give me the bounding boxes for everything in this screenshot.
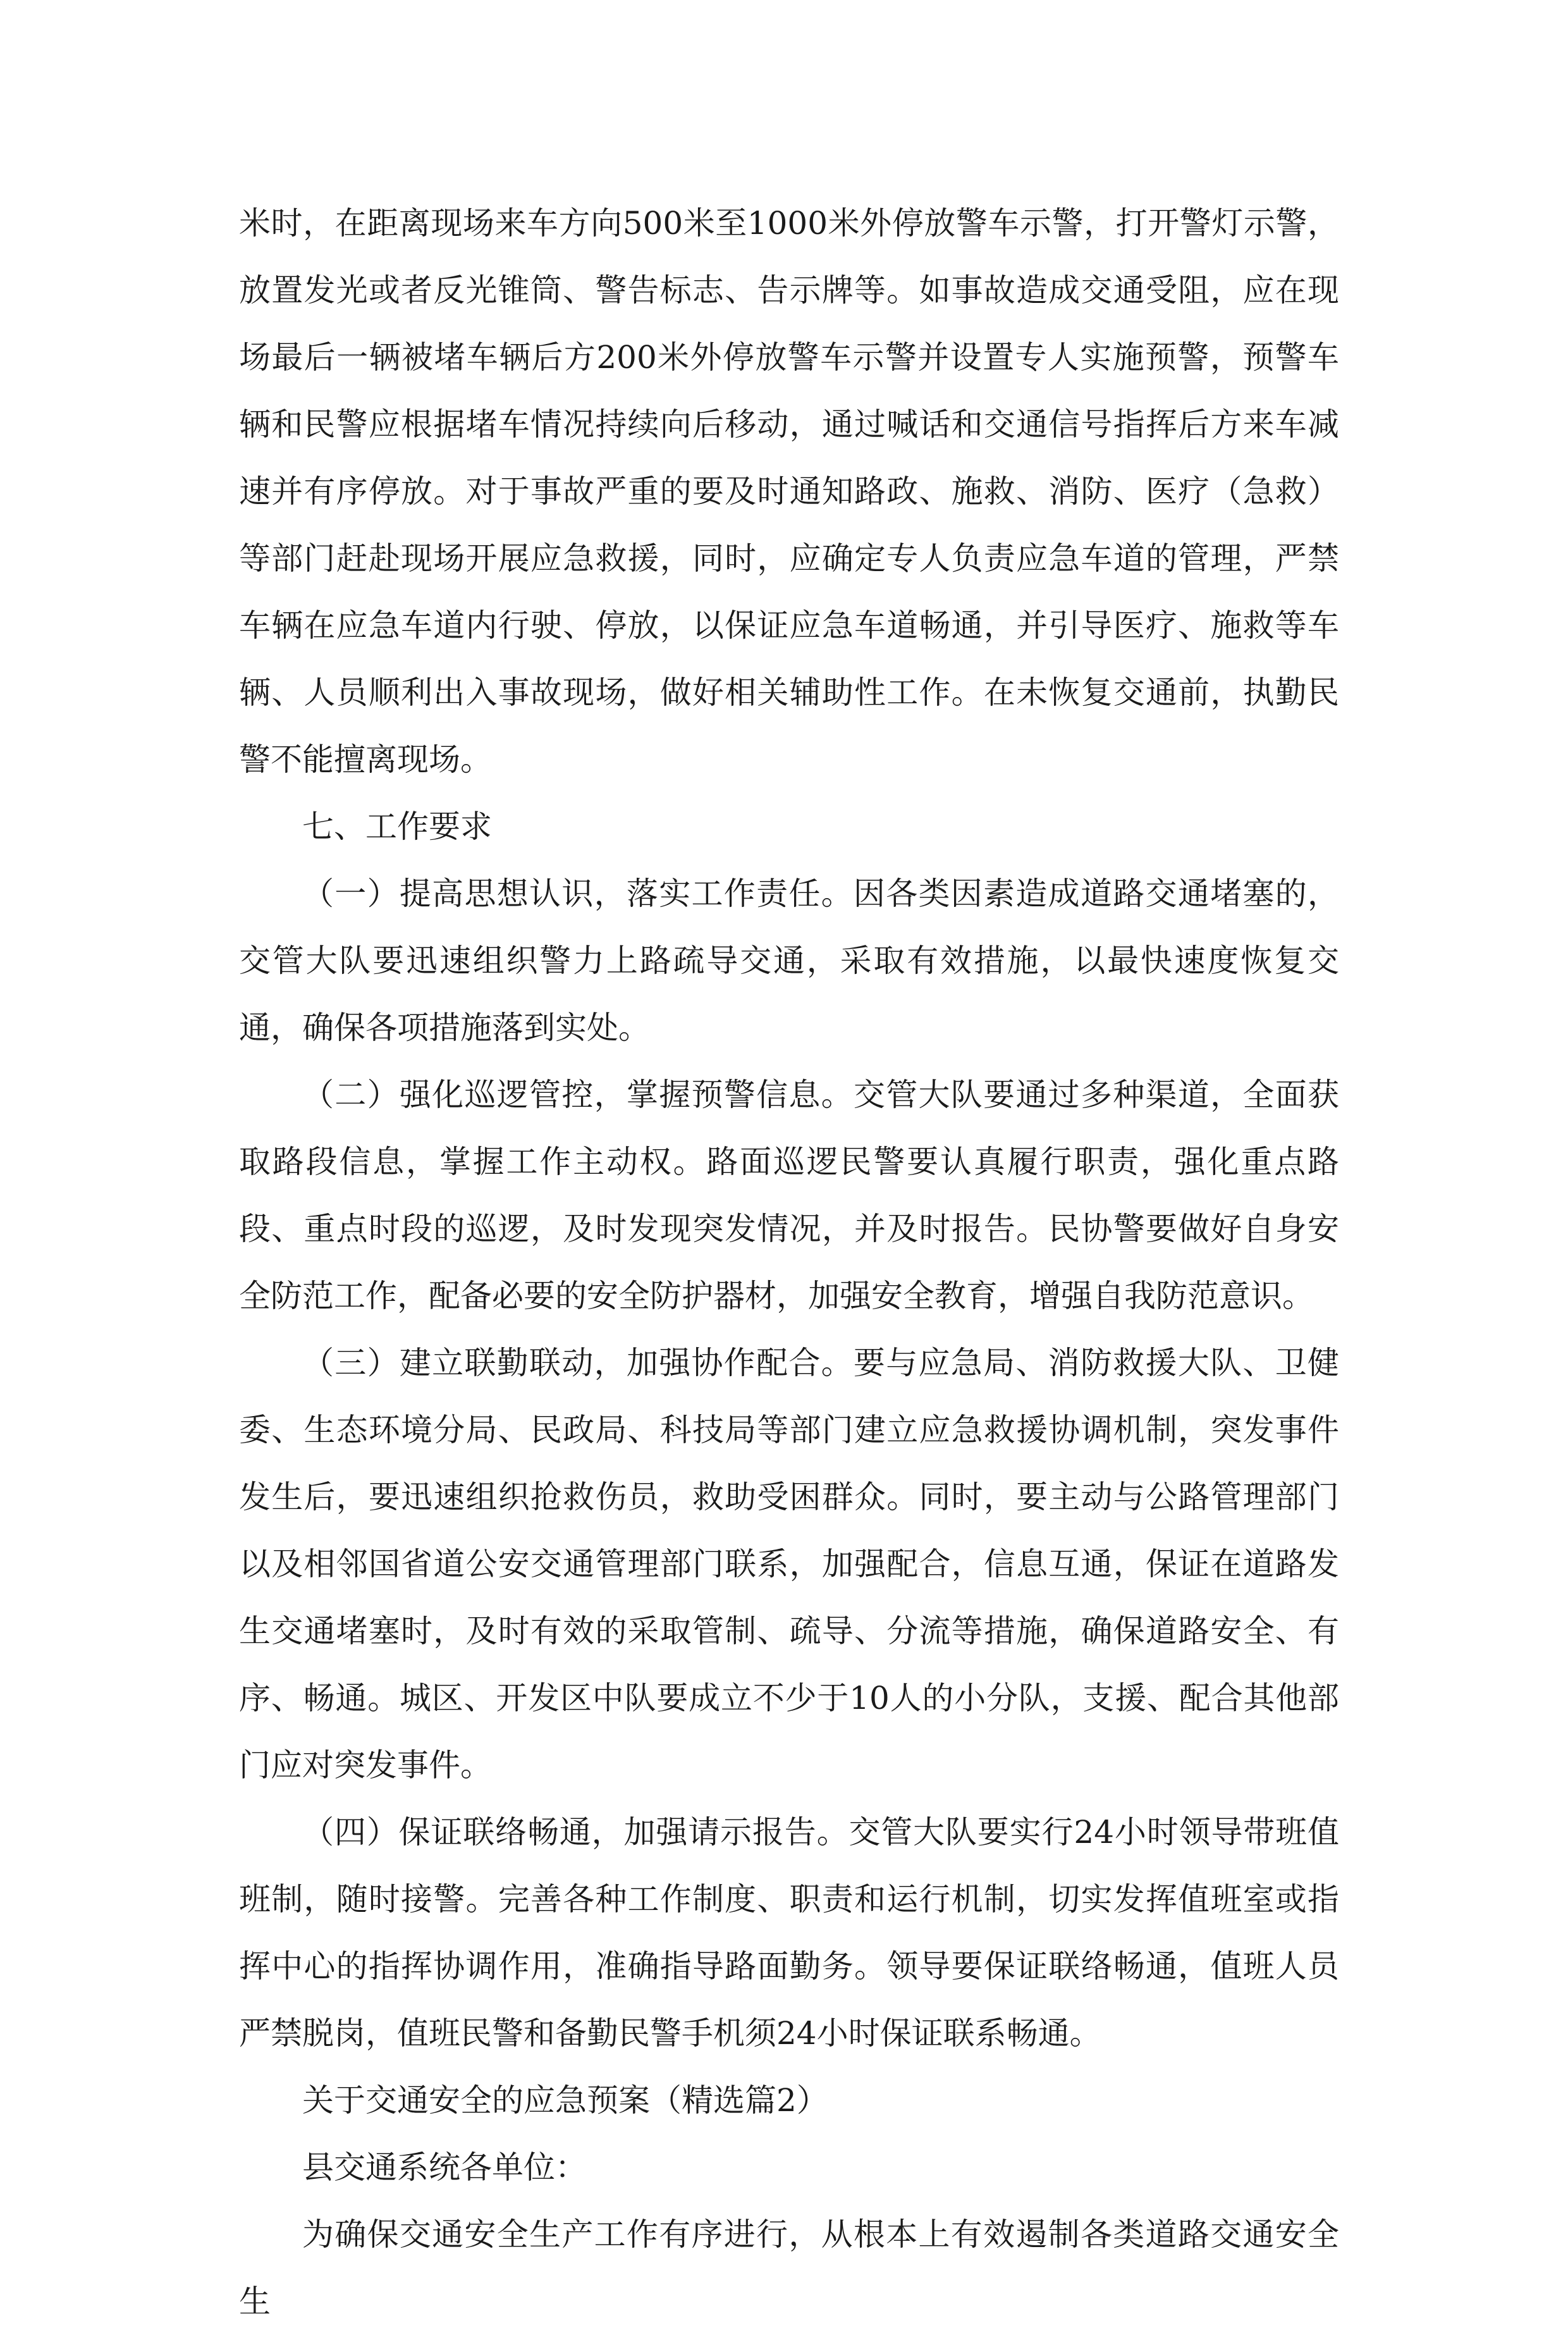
document-body <box>239 190 1339 2335</box>
paragraph-accident-scene-continuation: 米时，在距离现场来车方向500米至1000米外停放警车示警，打开警灯示警，放置发光或者反光锥筒、警告标志、告示牌等。如事故造成交通受阻，应在现场最后一辆被堵车辆后方200米外停放警车示警并设置专人实施预警，预警车辆和民警应根据堵车情况持续向后移动，通过喊话和交通信号指挥后方来车减速并有序停放。对于事故严重的要及时通知路政、施救、消防、医疗（急救）等部门赶赴现场开展应急救援，同时，应确定专人负责应急车道的管理，严禁车辆在应急车道内行驶、停放，以保证应急车道畅通，并引导医疗、施救等车辆、人员顺利出入事故现场，做好相关辅助性工作。在未恢复交通前，执勤民警不能擅离现场。 <box>239 205 1339 778</box>
article-title-plan-2: 关于交通安全的应急预案（精选篇2） <box>302 2082 828 2119</box>
paragraph-requirement-1: （一）提高思想认识，落实工作责任。因各类因素造成道路交通堵塞的，交管大队要迅速组织警力上路疏导交通，采取有效措施，以最快速度恢复交通，确保各项措施落到实处。 <box>239 875 1339 1046</box>
paragraph-requirement-3: （三）建立联勤联动，加强协作配合。要与应急局、消防救援大队、卫健委、生态环境分局、民政局、科技局等部门建立应急救援协调机制，突发事件发生后，要迅速组织抢救伤员，救助受困群众。同时，要主动与公路管理部门以及相邻国省道公安交通管理部门联系，加强配合，信息互通，保证在道路发生交通堵塞时，及时有效的采取管制、疏导、分流等措施，确保道路安全、有序、畅通。城区、开发区中队要成立不少于10人的小分队，支援、配合其他部门应对突发事件。 <box>239 1345 1339 1784</box>
paragraph-requirement-4: （四）保证联络畅通，加强请示报告。交管大队要实行24小时领导带班值班制，随时接警。完善各种工作制度、职责和运行机制，切实发挥值班室或指挥中心的指挥协调作用，准确指导路面勤务。领导要保证联络畅通，值班人员严禁脱岗，值班民警和备勤民警手机须24小时保证联系畅通。 <box>239 1814 1339 2052</box>
paragraph-requirement-2: （二）强化巡逻管控，掌握预警信息。交管大队要通过多种渠道，全面获取路段信息，掌握工作主动权。路面巡逻民警要认真履行职责，强化重点路段、重点时段的巡逻，及时发现突发情况，并及时报告。民协警要做好自身安全防范工作，配备必要的安全防护器材，加强安全教育，增强自我防范意识。 <box>239 1076 1339 1314</box>
paragraph-plan-2-intro: 为确保交通安全生产工作有序进行，从根本上有效遏制各类道路交通安全生 <box>239 2216 1339 2320</box>
salutation: 县交通系统各单位： <box>302 2149 587 2186</box>
section-heading-work-requirements: 七、工作要求 <box>302 808 492 845</box>
